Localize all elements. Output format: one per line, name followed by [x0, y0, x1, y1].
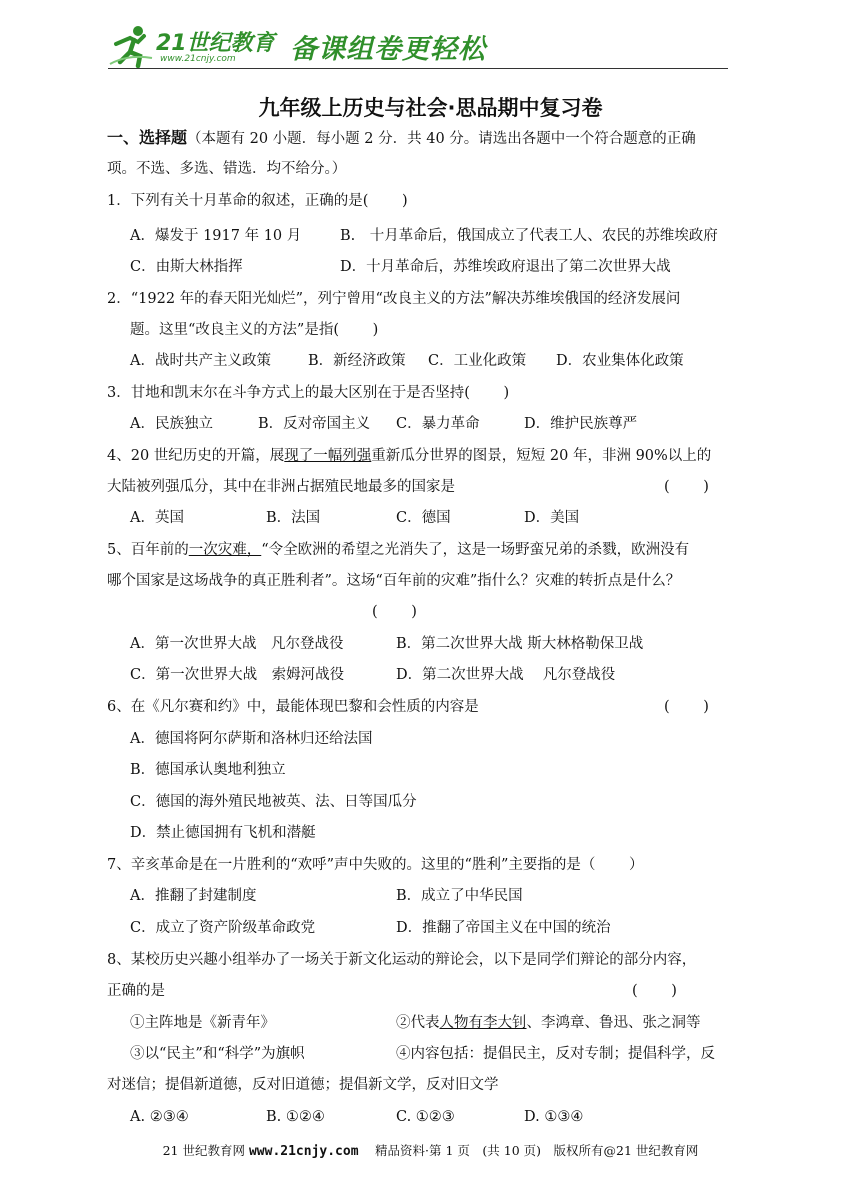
question-4-stem-part-2: 重新瓜分世界的图景，短短 20 年，非洲 90%以上的	[371, 448, 712, 464]
question-8-item-2-part-1: ②代表	[396, 1015, 440, 1031]
section-instructions-line-1	[107, 128, 696, 149]
question-4-option-d: D．美国	[524, 510, 580, 526]
page-title: 九年级上历史与社会·思品期中复习卷	[258, 96, 603, 120]
question-4-option-c: C．德国	[396, 510, 451, 526]
question-5-option-a: A．第一次世界大战 凡尔登战役	[130, 636, 344, 652]
question-4-stem-line-1	[107, 446, 711, 466]
question-8-item-4-continued: 对迷信；提倡新道德，反对旧道德；提倡新文学，反对旧文学	[107, 1077, 499, 1093]
section-instructions-line-2: 项。不选、多选、错选．均不给分。）	[107, 161, 347, 177]
question-5-stem-part-2: “令全欧洲的希望之光消失了，这是一场野蛮兄弟的杀戮，欧洲没有	[261, 542, 690, 558]
question-5-answer-blank: ( )	[372, 604, 417, 620]
question-3-option-b: B．反对帝国主义	[258, 416, 371, 432]
question-7-option-c: C．成立了资产阶级革命政党	[130, 920, 316, 936]
header-divider	[108, 68, 728, 69]
page-footer	[0, 1141, 861, 1159]
question-1-stem: 1．下列有关十月革命的叙述，正确的是( )	[107, 193, 408, 209]
question-3-option-c: C．暴力革命	[396, 416, 480, 432]
question-5-stem-line-1	[107, 540, 689, 560]
question-8-item-1: ①主阵地是《新青年》	[130, 1015, 275, 1031]
question-7-option-a: A．推翻了封建制度	[130, 888, 257, 904]
logo-url: www.21cnjy.com	[160, 54, 236, 64]
question-5-option-d: D．第二次世界大战 凡尔登战役	[396, 667, 616, 683]
question-4-stem-part-1: 4、20 世纪历史的开篇，展	[107, 448, 285, 464]
header-slogan: 备课组卷更轻松	[290, 34, 486, 65]
question-5-stem-line-2: 哪个国家是这场战争的真正胜利者”。这场“百年前的灾难”指什么？灾难的转折点是什么？	[107, 573, 681, 589]
question-8-stem-line-2: 正确的是	[107, 983, 165, 999]
header-banner	[108, 22, 728, 72]
question-2-option-a: A．战时共产主义政策	[130, 353, 271, 369]
question-5-option-c: C．第一次世界大战 索姆河战役	[130, 667, 345, 683]
question-1-option-c: C．由斯大林指挥	[130, 259, 243, 275]
footer-url[interactable]: www.21cnjy.com	[248, 1144, 359, 1159]
question-6-option-a: A．德国将阿尔萨斯和洛林归还给法国	[130, 731, 373, 747]
question-1-option-a: A．爆发于 1917 年 10 月	[130, 228, 302, 244]
question-8-item-2-part-2: 、李鸿章、鲁迅、张之洞等	[526, 1015, 701, 1031]
question-4-option-b: B．法国	[266, 510, 321, 526]
question-5-stem-part-1: 5、百年前的	[107, 542, 189, 558]
question-3-stem: 3．甘地和凯末尔在斗争方式上的最大区别在于是否坚持( )	[107, 385, 510, 401]
question-2-option-c: C．工业化政策	[428, 353, 527, 369]
question-8-item-3: ③以“民主”和“科学”为旗帜	[130, 1046, 305, 1062]
running-person-icon	[108, 24, 156, 68]
question-2-option-b: B．新经济政策	[308, 353, 406, 369]
question-4-answer-blank: ( )	[664, 479, 709, 495]
question-8-option-d: D. ①③④	[524, 1109, 584, 1125]
question-1-option-b: B. 十月革命后，俄国成立了代表工人、农民的苏维埃政府	[340, 228, 718, 244]
question-8-answer-blank: ( )	[632, 983, 677, 999]
question-4-stem-line-2: 大陆被列强瓜分，其中在非洲占据殖民地最多的国家是	[107, 479, 455, 495]
question-8-option-c: C. ①②③	[396, 1109, 455, 1125]
question-3-option-a: A．民族独立	[130, 416, 213, 432]
question-6-answer-blank: ( )	[664, 699, 709, 715]
question-2-stem-line-2: 题。这里“改良主义的方法”是指( )	[130, 322, 379, 338]
section-instructions: （本题有 20 小题．每小题 2 分．共 40 分。请选出各题中一个符合题意的正确	[187, 131, 696, 147]
question-8-item-2-underlined: 人物有李大钊	[439, 1015, 527, 1031]
footer-page-info: 精品资料·第 1 页 (共 10 页) 版权所有@21 世纪教育网	[362, 1143, 699, 1158]
question-4-option-a: A．英国	[130, 510, 184, 526]
question-5-underlined: 一次灾难，	[188, 542, 262, 558]
question-6-option-d: D．禁止德国拥有飞机和潜艇	[130, 825, 316, 841]
question-7-option-b: B．成立了中华民国	[396, 888, 523, 904]
question-7-stem: 7、辛亥革命是在一片胜利的“欢呼”声中失败的。这里的“胜利”主要指的是（ ）	[107, 857, 644, 873]
question-4-underlined: 现了一幅列强	[284, 448, 372, 464]
logo-name: 21世纪教育	[156, 31, 275, 56]
question-3-option-d: D．维护民族尊严	[524, 416, 638, 432]
question-2-stem-line-1: 2．“1922 年的春天阳光灿烂”，列宁曾用“改良主义的方法”解决苏维埃俄国的经济发展问	[107, 291, 681, 307]
question-6-option-b: B．德国承认奥地利独立	[130, 762, 286, 778]
question-8-option-a: A. ②③④	[130, 1109, 189, 1125]
question-7-option-d: D．推翻了帝国主义在中国的统治	[396, 920, 611, 936]
question-6-option-c: C．德国的海外殖民地被英、法、日等国瓜分	[130, 794, 417, 810]
question-1-option-d: D．十月革命后，苏维埃政府退出了第二次世界大战	[340, 259, 671, 275]
section-heading: 一、选择题	[107, 128, 188, 147]
question-2-option-d: D．农业集体化政策	[556, 353, 684, 369]
question-8-stem-line-1: 8、某校历史兴趣小组举办了一场关于新文化运动的辩论会，以下是同学们辩论的部分内容，	[107, 952, 697, 968]
question-8-item-2	[396, 1013, 701, 1033]
question-8-item-4: ④内容包括：提倡民主，反对专制；提倡科学，反	[396, 1046, 715, 1062]
question-8-option-b: B. ①②④	[266, 1109, 325, 1125]
footer-site-name: 21 世纪教育网	[162, 1143, 245, 1158]
question-6-stem: 6、在《凡尔赛和约》中，最能体现巴黎和会性质的内容是	[107, 699, 479, 715]
question-5-option-b: B．第二次世界大战 斯大林格勒保卫战	[396, 636, 644, 652]
